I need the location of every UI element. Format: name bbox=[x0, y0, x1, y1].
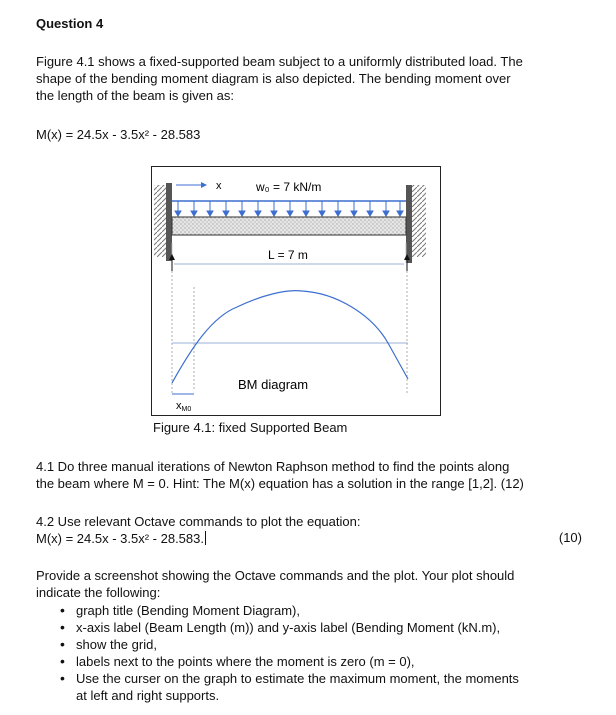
bullet-item: • show the grid, bbox=[36, 636, 596, 653]
x-label: x bbox=[216, 180, 222, 192]
length-label: L = 7 m bbox=[268, 248, 308, 262]
part-4-2-line: 4.2 Use relevant Octave commands to plot the equation: bbox=[36, 514, 361, 529]
distributed-load-arrows bbox=[172, 201, 406, 216]
part-4-2-marks: (10) bbox=[558, 530, 582, 545]
question-title: Question 4 bbox=[36, 16, 104, 31]
bm-curve bbox=[172, 291, 408, 383]
part-4-1-line: 4.1 Do three manual iterations of Newton Raphson method to find the points along bbox=[36, 459, 510, 474]
bullet-item: • labels next to the points where the moment is zero (m = 0), bbox=[36, 653, 596, 670]
part-4-2-equation-line bbox=[36, 530, 576, 547]
instruction-line: Provide a screenshot showing the Octave commands and the plot. Your plot should bbox=[36, 568, 515, 583]
moment-equation: M(x) = 24.5x - 3.5x² - 28.583 bbox=[36, 127, 201, 142]
part-4-2 bbox=[36, 513, 576, 547]
bullet-item: • graph title (Bending Moment Diagram), bbox=[36, 602, 596, 619]
intro-paragraph bbox=[36, 53, 576, 104]
beam bbox=[172, 217, 406, 235]
right-fixed-support bbox=[406, 185, 426, 263]
instructions bbox=[36, 567, 576, 601]
xm0-label: xM0 bbox=[176, 400, 192, 413]
instruction-line: indicate the following: bbox=[36, 585, 161, 600]
part-4-1-line: the beam where M = 0. Hint: The M(x) equation has a solution in the range [1,2]. (12) bbox=[36, 476, 524, 491]
bullet-item: • x-axis label (Beam Length (m)) and y-axis label (Bending Moment (kN.m), bbox=[36, 619, 596, 636]
bullet-item-continuation: at left and right supports. bbox=[76, 688, 220, 703]
part-4-1 bbox=[36, 458, 576, 492]
bullet-item: • Use the curser on the graph to estimate the maximum moment, the moments bbox=[36, 670, 596, 687]
left-fixed-support bbox=[154, 183, 172, 261]
beam-figure bbox=[152, 167, 440, 415]
intro-line: the length of the beam is given as: bbox=[36, 88, 235, 103]
intro-line: Figure 4.1 shows a fixed-supported beam subject to a uniformly distributed load. The bbox=[36, 54, 523, 69]
load-label: w₀ = 7 kN/m bbox=[256, 180, 322, 194]
figure-caption: Figure 4.1: fixed Supported Beam bbox=[153, 420, 348, 435]
bm-label: BM diagram bbox=[238, 377, 309, 392]
figure-frame bbox=[151, 166, 441, 416]
text-cursor bbox=[205, 531, 206, 545]
part-4-2-equation: M(x) = 24.5x - 3.5x² - 28.583. bbox=[36, 531, 204, 546]
intro-line: shape of the bending moment diagram is also depicted. The bending moment over bbox=[36, 71, 511, 86]
bullet-list bbox=[36, 602, 596, 704]
